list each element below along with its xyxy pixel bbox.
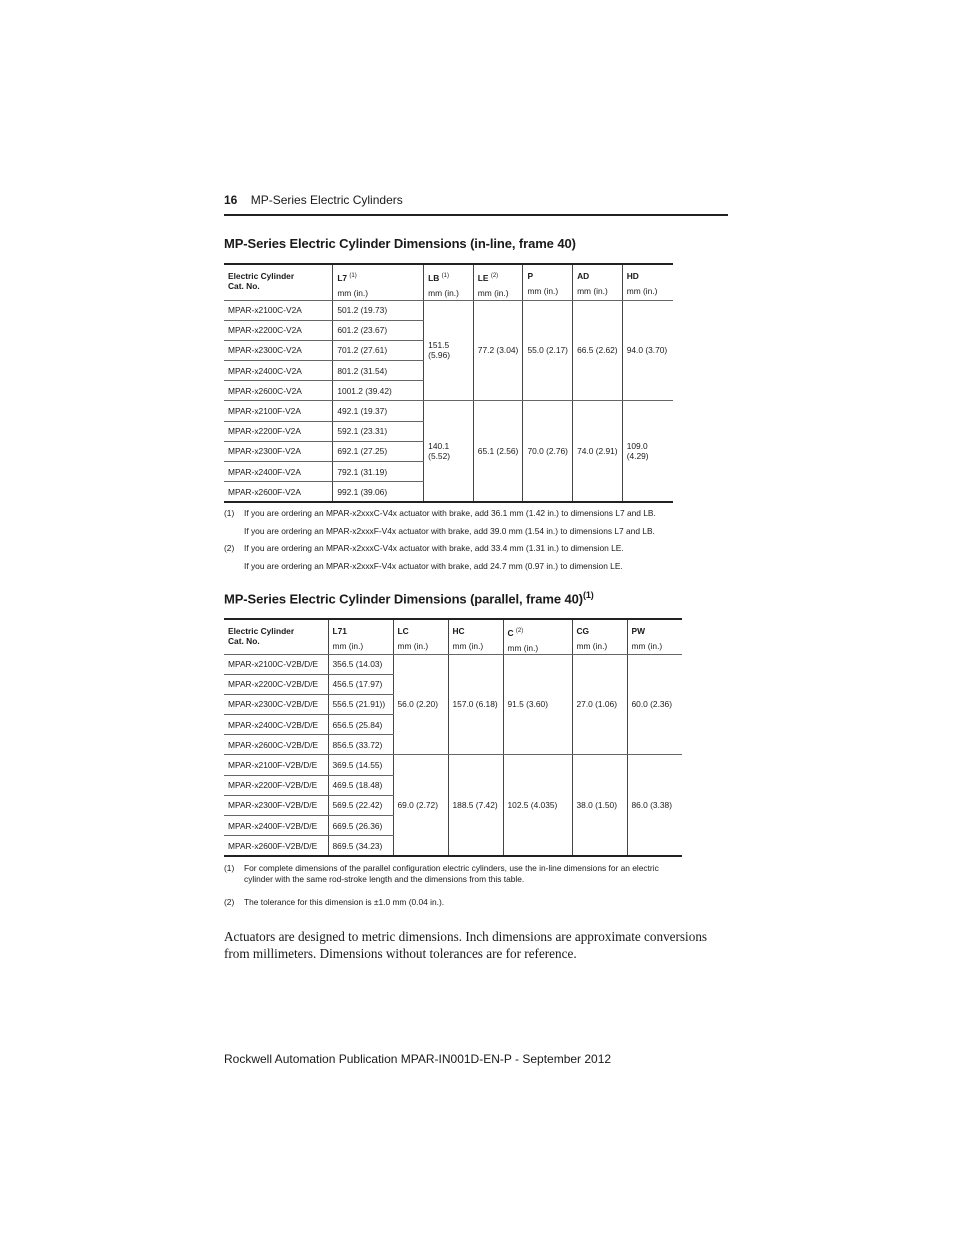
column-unit: mm (in.)	[507, 642, 539, 653]
column-header	[224, 619, 328, 654]
column-unit: mm (in.)	[576, 641, 608, 651]
cell-line: (5.96)	[428, 350, 451, 361]
column-header	[503, 619, 572, 654]
column-unit: mm (in.)	[332, 641, 364, 651]
merged-cell: 69.0 (2.72)	[393, 755, 448, 856]
inline-dimensions-table	[224, 263, 673, 503]
header-rule	[224, 214, 728, 216]
column-header	[627, 619, 682, 654]
column-header	[448, 619, 503, 654]
table-row	[224, 755, 682, 775]
cell-line: 140.1	[428, 441, 450, 452]
cat-no-cell: MPAR-x2600F-V2B/D/E	[224, 836, 328, 856]
column-header	[333, 264, 424, 300]
merged-cell: 65.1 (2.56)	[473, 401, 523, 502]
cat-no-cell: MPAR-x2200C-V2B/D/E	[224, 674, 328, 694]
l7-cell: 792.1 (31.19)	[333, 462, 424, 482]
cat-no-cell: MPAR-x2600C-V2B/D/E	[224, 735, 328, 755]
footnote-text: The tolerance for this dimension is ±1.0 mm (0.04 in.).	[244, 897, 445, 907]
running-title: MP-Series Electric Cylinders	[250, 193, 403, 207]
cat-no-cell: MPAR-x2400C-V2B/D/E	[224, 715, 328, 735]
cell-line: 109.0	[626, 441, 648, 452]
l71-cell: 456.5 (17.97)	[328, 674, 393, 694]
l7-cell: 601.2 (23.67)	[333, 320, 424, 340]
footnote-number: (1)	[224, 508, 235, 518]
footnote-text: If you are ordering an MPAR-x2xxxC-V4x actuator with brake, add 36.1 mm (1.42 in.) to dimensions L7 and LB.	[244, 508, 656, 518]
merged-cell	[424, 300, 474, 401]
column-name: Electric Cylinder	[228, 271, 295, 281]
cell-line: (4.29)	[626, 451, 649, 462]
merged-cell: 55.0 (2.17)	[523, 300, 573, 401]
column-name: AD	[577, 271, 590, 281]
footnote-ref: (1)	[349, 273, 357, 279]
table-row	[224, 401, 673, 421]
column-header	[573, 264, 623, 300]
column-name: LC	[397, 626, 409, 636]
column-header	[393, 619, 448, 654]
l71-cell: 656.5 (25.84)	[328, 715, 393, 735]
merged-cell: 74.0 (2.91)	[573, 401, 623, 502]
l71-cell: 469.5 (18.48)	[328, 775, 393, 795]
cat-no-cell: MPAR-x2100F-V2B/D/E	[224, 755, 328, 775]
column-unit: mm (in.)	[477, 287, 509, 298]
column-name	[428, 271, 469, 283]
cat-no-cell: MPAR-x2400F-V2B/D/E	[224, 816, 328, 836]
merged-cell: 66.5 (2.62)	[573, 300, 623, 401]
cell-line: (5.52)	[428, 451, 451, 462]
l71-cell: 856.5 (33.72)	[328, 735, 393, 755]
body-paragraph: Actuators are designed to metric dimensions. Inch dimensions are approximate conversions from millimeters. Dimensions without tolerances are for reference.	[224, 929, 708, 961]
cat-no-cell: MPAR-x2200F-V2A	[224, 421, 333, 441]
cat-no-cell: MPAR-x2300F-V2B/D/E	[224, 795, 328, 815]
footnote-text: If you are ordering an MPAR-x2xxxF-V4x actuator with brake, add 39.0 mm (1.54 in.) to dimensions L7 and LB.	[244, 525, 655, 536]
cat-no-cell: MPAR-x2200F-V2B/D/E	[224, 775, 328, 795]
column-header	[523, 264, 573, 300]
l71-cell: 569.5 (22.42)	[328, 795, 393, 815]
column-name-text: L7	[337, 272, 348, 283]
column-unit: mm (in.)	[577, 286, 608, 296]
footnote-ref: (2)	[515, 628, 524, 634]
column-name: CG	[576, 626, 590, 636]
parallel-footnotes	[224, 863, 684, 913]
l7-cell: 492.1 (19.37)	[333, 401, 424, 421]
column-unit: mm (in.)	[397, 641, 429, 651]
column-name: HC	[452, 626, 465, 636]
footnote-ref: (2)	[490, 273, 499, 279]
column-name-line2: Cat. No.	[228, 281, 260, 291]
column-name	[508, 626, 568, 638]
cat-no-cell: MPAR-x2100C-V2A	[224, 300, 333, 320]
cat-no-cell: MPAR-x2300F-V2A	[224, 441, 333, 461]
column-header	[424, 264, 474, 300]
page-footer: Rockwell Automation Publication MPAR-IN001D-EN-P - September 2012	[224, 1052, 612, 1066]
column-unit: mm (in.)	[337, 287, 369, 298]
merged-cell: 27.0 (1.06)	[572, 654, 627, 755]
l7-cell: 992.1 (39.06)	[333, 482, 424, 502]
column-header	[572, 619, 627, 654]
l71-cell: 869.5 (34.23)	[328, 836, 393, 856]
footnote-number: (1)	[224, 863, 235, 873]
footnote-text: For complete dimensions of the parallel configuration electric cylinders, use the in-line dimensions for an electric cylinder with the same rod-stroke length and the dimensions from this table.	[244, 863, 659, 884]
cat-no-cell: MPAR-x2400C-V2A	[224, 361, 333, 381]
column-unit: mm (in.)	[452, 641, 484, 651]
column-name: P	[527, 271, 534, 281]
table-row	[224, 300, 673, 320]
table-row	[224, 654, 682, 674]
parallel-dimensions-table	[224, 618, 682, 857]
inline-footnotes	[224, 508, 684, 578]
column-name: L71	[332, 626, 347, 636]
cat-no-cell: MPAR-x2600C-V2A	[224, 381, 333, 401]
column-name-text: LE	[477, 272, 489, 283]
merged-cell	[622, 300, 673, 401]
cat-no-cell: MPAR-x2300C-V2B/D/E	[224, 694, 328, 714]
column-name: HD	[626, 271, 639, 281]
l7-cell: 692.1 (27.25)	[333, 441, 424, 461]
cell-line: 151.5	[428, 340, 450, 351]
column-name: Electric Cylinder	[228, 626, 295, 636]
inline-table-title: MP-Series Electric Cylinder Dimensions (in-line, frame 40)	[224, 236, 576, 251]
column-header	[328, 619, 393, 654]
l7-cell: 501.2 (19.73)	[333, 300, 424, 320]
column-unit: mm (in.)	[527, 286, 559, 296]
l7-cell: 1001.2 (39.42)	[333, 381, 424, 401]
page-header	[224, 193, 728, 207]
merged-cell	[622, 401, 673, 502]
parallel-title-text: MP-Series Electric Cylinder Dimensions (parallel, frame 40)	[224, 591, 583, 607]
column-unit: mm (in.)	[626, 286, 658, 296]
footnote-text: If you are ordering an MPAR-x2xxxF-V4x actuator with brake, add 24.7 mm (0.97 in.) to dimension LE.	[244, 560, 623, 571]
column-header	[224, 264, 333, 300]
merged-cell: 102.5 (4.035)	[503, 755, 572, 856]
cell-line: 94.0 (3.70)	[626, 345, 668, 356]
column-name	[337, 271, 419, 283]
cat-no-cell: MPAR-x2100F-V2A	[224, 401, 333, 421]
l71-cell: 356.5 (14.03)	[328, 654, 393, 674]
column-unit: mm (in.)	[428, 287, 459, 298]
footnote-ref: (1)	[441, 273, 449, 279]
parallel-table-title	[224, 590, 594, 606]
column-name-line2: Cat. No.	[228, 636, 260, 646]
footnote-number: (2)	[224, 543, 235, 553]
column-header	[473, 264, 523, 300]
parallel-title-footnote-ref: (1)	[582, 590, 594, 600]
cat-no-cell: MPAR-x2300C-V2A	[224, 340, 333, 360]
column-unit: mm (in.)	[631, 641, 663, 651]
column-name: PW	[631, 626, 645, 636]
cat-no-cell: MPAR-x2100C-V2B/D/E	[224, 654, 328, 674]
merged-cell: 60.0 (2.36)	[627, 654, 682, 755]
l71-cell: 556.5 (21.91))	[328, 694, 393, 714]
merged-cell	[424, 401, 474, 502]
merged-cell: 38.0 (1.50)	[572, 755, 627, 856]
footnote-number: (2)	[224, 897, 235, 907]
l7-cell: 592.1 (23.31)	[333, 421, 424, 441]
column-name	[478, 271, 519, 283]
merged-cell: 157.0 (6.18)	[448, 654, 503, 755]
page-number: 16	[224, 193, 238, 207]
merged-cell: 70.0 (2.76)	[523, 401, 573, 502]
column-name-text: LB	[428, 272, 440, 283]
cat-no-cell: MPAR-x2200C-V2A	[224, 320, 333, 340]
cat-no-cell: MPAR-x2600F-V2A	[224, 482, 333, 502]
l71-cell: 669.5 (26.36)	[328, 816, 393, 836]
merged-cell: 86.0 (3.38)	[627, 755, 682, 856]
merged-cell: 91.5 (3.60)	[503, 654, 572, 755]
l71-cell: 369.5 (14.55)	[328, 755, 393, 775]
merged-cell: 56.0 (2.20)	[393, 654, 448, 755]
cat-no-cell: MPAR-x2400F-V2A	[224, 462, 333, 482]
merged-cell: 77.2 (3.04)	[473, 300, 523, 401]
merged-cell: 188.5 (7.42)	[448, 755, 503, 856]
column-header	[622, 264, 673, 300]
column-name-text: C	[507, 627, 514, 638]
l7-cell: 801.2 (31.54)	[333, 361, 424, 381]
footnote-text: If you are ordering an MPAR-x2xxxC-V4x actuator with brake, add 33.4 mm (1.31 in.) to dimension LE.	[244, 543, 624, 553]
l7-cell: 701.2 (27.61)	[333, 340, 424, 360]
